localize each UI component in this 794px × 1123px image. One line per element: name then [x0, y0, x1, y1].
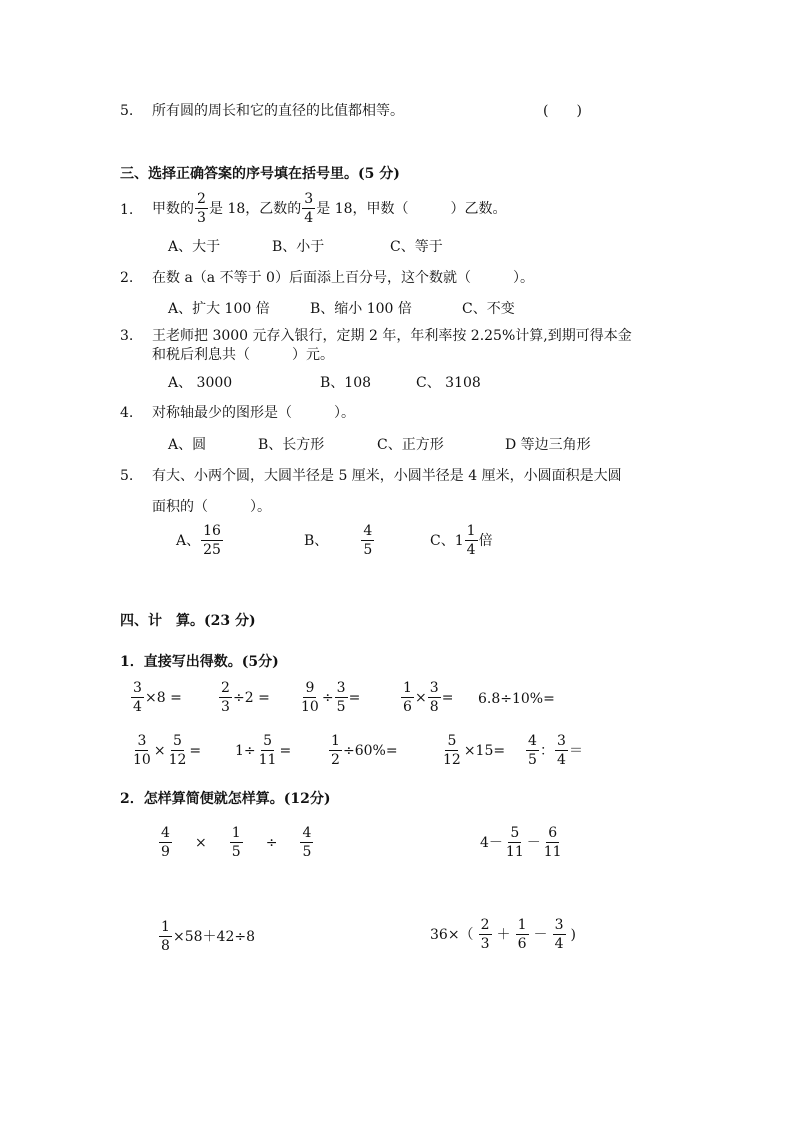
judge-q5-text: 所有圆的周长和它的直径的比值都相等。: [152, 103, 404, 119]
fraction: $\frac{9}{10}$: [301, 680, 319, 715]
fraction: $\frac{5}{11}$: [258, 733, 277, 768]
calc-c1: $\frac{4}{9}$ × $\frac{1}{5}$ ÷ $\frac{4}{5}$: [158, 826, 314, 859]
fraction: $\frac{4}{5}$: [361, 524, 374, 557]
fraction: $\frac{3}{8}$: [428, 681, 441, 714]
s3-q4-option-d: D 等边三角形: [505, 437, 591, 453]
s3-q1-num: 1.: [120, 202, 134, 218]
fraction: $\frac{1}{2}$: [329, 734, 342, 767]
s3-q5-option-a: A、 $\frac{16}{25}$: [176, 523, 221, 558]
fraction: $\frac{4}{5}$: [526, 734, 539, 767]
s3-q5-option-c: C、1 $\frac{1}{4}$ 倍: [430, 523, 493, 558]
s3-q3-option-b: B、108: [320, 375, 372, 391]
fraction: $\frac{3}{5}$: [335, 681, 348, 714]
calc-e10: $\frac{4}{5}$ ： $\frac{3}{4}$ ＝: [525, 734, 583, 767]
fraction: $\frac{4}{5}$: [300, 826, 313, 859]
s3-q2-num: 2.: [120, 270, 134, 286]
s3-q1-option-a: A、大于: [168, 239, 221, 255]
fraction: $\frac{5}{12}$: [443, 733, 461, 768]
judge-q5-paren: ( ): [543, 103, 582, 119]
s3-q1-part1: 甲数的: [152, 200, 194, 217]
s3-q5-line1: 有大、小两个圆，大圆半径是 5 厘米，小圆半径是 4 厘米，小圆面积是大圆: [152, 468, 622, 484]
fraction: $\frac{3}{4}$: [302, 192, 315, 225]
calc-e7: 1÷ $\frac{5}{11}$ =: [235, 733, 292, 768]
s3-q4-text: 对称轴最少的图形是（ ）。: [152, 405, 355, 421]
fraction: $\frac{1}{8}$: [159, 920, 172, 953]
section4-title: 四、计 算。(23 分): [120, 613, 256, 629]
calc-c2: 4－ $\frac{5}{11}$ － $\frac{6}{11}$: [480, 825, 562, 860]
judge-q5-num: 5.: [120, 103, 134, 119]
s3-q3-line2: 和税后利息共（ ）元。: [152, 347, 334, 363]
fraction: $\frac{3}{4}$: [553, 918, 566, 951]
s3-q1-stem: [152, 192, 507, 225]
calc-e4: $\frac{1}{6}$ × $\frac{3}{8}$ =: [400, 681, 453, 714]
s3-q1-option-c: C、等于: [390, 239, 443, 255]
fraction: $\frac{5}{11}$: [505, 825, 524, 860]
section3-title: 三、选择正确答案的序号填在括号里。(5 分): [120, 166, 400, 182]
s3-q4-option-b: B、长方形: [258, 437, 325, 453]
fraction: $\frac{5}{12}$: [168, 733, 187, 768]
section4-part1-title: 1．直接写出得数。(5分): [120, 654, 279, 670]
fraction: $\frac{3}{4}$: [555, 734, 568, 767]
s3-q1-part3: 是 18，甲数（ ）乙数。: [316, 200, 507, 217]
fraction: $\frac{3}{10}$: [133, 733, 151, 768]
calc-e8: $\frac{1}{2}$ ÷60%=: [328, 734, 398, 767]
fraction: $\frac{1}{6}$: [516, 918, 529, 951]
section4-part2-title: 2．怎样算简便就怎样算。(12分): [120, 791, 331, 807]
fraction: $\frac{2}{3}$: [479, 918, 492, 951]
s3-q2-option-a: A、扩大 100 倍: [168, 301, 270, 317]
s3-q4-num: 4.: [120, 405, 134, 421]
fraction: $\frac{2}{3}$: [219, 681, 232, 714]
fraction: $\frac{1}{5}$: [230, 826, 243, 859]
fraction: $\frac{6}{11}$: [543, 825, 562, 860]
calc-e9: $\frac{5}{12}$ ×15=: [443, 733, 506, 768]
s3-q3-option-c: C、 3108: [416, 375, 481, 391]
s3-q5-line2: 面积的（ ）。: [152, 499, 271, 515]
fraction: $\frac{16}{25}$: [203, 523, 221, 558]
s3-q2-option-b: B、缩小 100 倍: [310, 301, 412, 317]
s3-q2-text: 在数 a（a 不等于 0）后面添上百分号，这个数就（ ）。: [152, 270, 534, 286]
calc-e5: 6.8÷10%=: [478, 691, 555, 707]
s3-q5-num: 5.: [120, 468, 134, 484]
s3-q5-option-b: B、 $\frac{4}{5}$: [304, 524, 375, 557]
fraction: $\frac{4}{9}$: [159, 826, 172, 859]
s3-q4-option-a: A、圆: [168, 437, 207, 453]
fraction: $\frac{2}{3}$: [195, 192, 208, 225]
s3-q1-part2: 是 18，乙数的: [209, 200, 302, 217]
s3-q3-num: 3.: [120, 328, 134, 344]
calc-c4: 36×（ $\frac{2}{3}$ ＋ $\frac{1}{6}$ － $\frac{3}{4}$ ): [430, 917, 577, 952]
calc-e2: $\frac{2}{3}$ ÷2 =: [218, 681, 270, 714]
calc-e6: $\frac{3}{10}$ × $\frac{5}{12}$ =: [133, 733, 202, 768]
s3-q1-option-b: B、小于: [272, 239, 325, 255]
s3-q3-line1: 王老师把 3000 元存入银行，定期 2 年，年利率按 2.25%计算,到期可得本金: [152, 328, 632, 344]
s3-q2-option-c: C、不变: [462, 301, 515, 317]
fraction: $\frac{1}{4}$: [465, 524, 478, 557]
calc-e3: $\frac{9}{10}$ ÷ $\frac{3}{5}$ =: [301, 680, 361, 715]
fraction: $\frac{3}{4}$: [131, 681, 144, 714]
calc-e1: $\frac{3}{4}$ ×8 =: [130, 681, 182, 714]
fraction: $\frac{1}{6}$: [401, 681, 414, 714]
s3-q3-option-a: A、 3000: [168, 375, 233, 391]
calc-c3: $\frac{1}{8}$ ×58＋42÷8: [158, 920, 255, 953]
s3-q4-option-c: C、正方形: [377, 437, 444, 453]
